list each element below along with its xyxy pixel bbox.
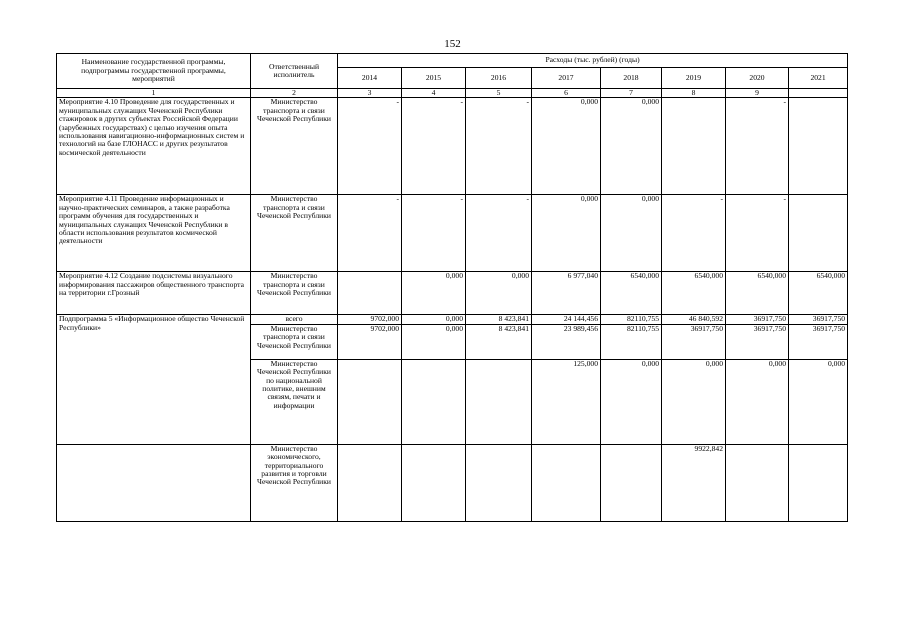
expense-value: 6540,000 [601, 272, 662, 315]
expense-value [601, 444, 662, 521]
expense-value: 6540,000 [662, 272, 726, 315]
expense-value: 0,000 [466, 272, 532, 315]
column-number: 3 [338, 89, 402, 98]
expense-value: 36917,750 [726, 324, 789, 359]
expense-value [338, 444, 402, 521]
expense-value: - [726, 98, 789, 195]
table-row [57, 315, 848, 324]
expense-value [466, 444, 532, 521]
page-number: 152 [444, 38, 461, 50]
expense-value: - [726, 195, 789, 272]
expense-value [789, 444, 848, 521]
expense-value: 0,000 [662, 359, 726, 444]
expense-value [789, 98, 848, 195]
expense-value: 0,000 [532, 195, 601, 272]
expense-value: 82110,755 [601, 315, 662, 324]
executor-name: Министерство транспорта и связи Чеченской Республики [251, 98, 338, 195]
expense-value: 36917,750 [726, 315, 789, 324]
expense-value: 36917,750 [789, 324, 848, 359]
expense-value: 24 144,456 [532, 315, 601, 324]
column-number-row [57, 89, 848, 98]
expense-value: 0,000 [789, 359, 848, 444]
expense-value [789, 195, 848, 272]
expense-value: - [338, 195, 402, 272]
expense-value: - [466, 98, 532, 195]
expense-value: 0,000 [601, 359, 662, 444]
expense-value: - [662, 195, 726, 272]
expense-value: 0,000 [532, 98, 601, 195]
column-number: 9 [726, 89, 789, 98]
header-executor-column: Ответственный исполнитель [251, 54, 338, 89]
measure-name: Мероприятие 4.11 Проведение информационных и научно-практических семинаров, а также разработка программ обучения для государственных и муниципальных служащих Чеченской Республики в области использования результатов космической деятельности [57, 195, 251, 272]
expense-value [662, 98, 726, 195]
table-row [57, 444, 848, 521]
column-number: 4 [402, 89, 466, 98]
column-number: 6 [532, 89, 601, 98]
expense-value: 0,000 [726, 359, 789, 444]
empty-cell [57, 444, 251, 521]
expense-value [338, 272, 402, 315]
header-year: 2015 [402, 68, 466, 89]
measure-name: Мероприятие 4.10 Проведение для государственных и муниципальных служащих Чеченской Республики стажировок в других субъектах Российской Федерации (зарубежных государствах) с целью изучения опыта использования навигационно-информационных систем и технологий на базе ГЛОНАСС и других результатов космической деятельности [57, 98, 251, 195]
executor-name: Министерство транспорта и связи Чеченской Республики [251, 272, 338, 315]
expense-value: 9922,842 [662, 444, 726, 521]
expense-value: 6540,000 [726, 272, 789, 315]
expense-value: 9702,000 [338, 324, 402, 359]
expense-value [726, 444, 789, 521]
column-number: 1 [57, 89, 251, 98]
expense-value: 8 423,841 [466, 324, 532, 359]
column-number: 2 [251, 89, 338, 98]
expense-value: 0,000 [601, 98, 662, 195]
executor-name: всего [251, 315, 338, 324]
expense-value [402, 444, 466, 521]
expense-value: - [402, 195, 466, 272]
executor-name: Министерство транспорта и связи Чеченской Республики [251, 324, 338, 359]
header-name-column: Наименование государственной программы, подпрограммы государственной программы, мероприятий [57, 54, 251, 89]
table-row [57, 98, 848, 195]
expense-value: - [402, 98, 466, 195]
expense-value: 0,000 [402, 272, 466, 315]
budget-table [56, 53, 848, 522]
table-row [57, 272, 848, 315]
expense-value [466, 359, 532, 444]
header-year: 2021 [789, 68, 848, 89]
expense-value: 36917,750 [662, 324, 726, 359]
expense-value: 8 423,841 [466, 315, 532, 324]
expense-value [402, 359, 466, 444]
expense-value: 82110,755 [601, 324, 662, 359]
expense-value: - [466, 195, 532, 272]
expense-value [338, 359, 402, 444]
expense-value: 0,000 [601, 195, 662, 272]
expense-value: 46 840,592 [662, 315, 726, 324]
header-year: 2018 [601, 68, 662, 89]
expense-value: 125,000 [532, 359, 601, 444]
header-year: 2014 [338, 68, 402, 89]
column-number: 5 [466, 89, 532, 98]
header-year: 2020 [726, 68, 789, 89]
header-year: 2017 [532, 68, 601, 89]
measure-name: Мероприятие 4.12 Создание подсистемы визуального информирования пассажиров общественного транспорта на территории г.Грозный [57, 272, 251, 315]
header-year: 2016 [466, 68, 532, 89]
subprogram-name: Подпрограмма 5 «Информационное общество Чеченской Республики» [57, 315, 251, 444]
executor-name: Министерство Чеченской Республики по национальной политике, внешним связям, печати и информации [251, 359, 338, 444]
table-row [57, 195, 848, 272]
executor-name: Министерство экономического, территориального развития и торговли Чеченской Республики [251, 444, 338, 521]
expense-value: 36917,750 [789, 315, 848, 324]
expense-value: 9702,000 [338, 315, 402, 324]
executor-name: Министерство транспорта и связи Чеченской Республики [251, 195, 338, 272]
expense-value: 0,000 [402, 324, 466, 359]
column-number [789, 89, 848, 98]
expense-value: - [338, 98, 402, 195]
expense-value: 6540,000 [789, 272, 848, 315]
column-number: 7 [601, 89, 662, 98]
expense-value: 0,000 [402, 315, 466, 324]
column-number: 8 [662, 89, 726, 98]
expense-value [532, 444, 601, 521]
header-year: 2019 [662, 68, 726, 89]
header-expenses-column: Расходы (тыс. рублей) (годы) [338, 54, 848, 68]
expense-value: 6 977,040 [532, 272, 601, 315]
expense-value: 23 989,456 [532, 324, 601, 359]
